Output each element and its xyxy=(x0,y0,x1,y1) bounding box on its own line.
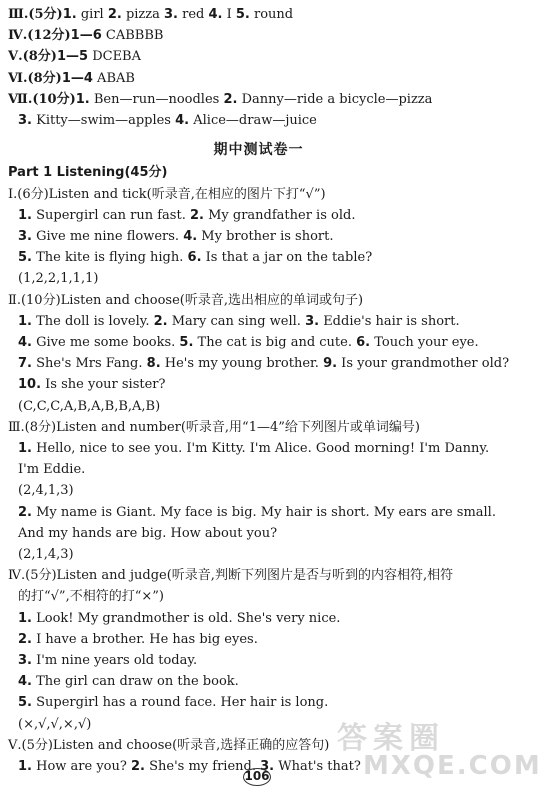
item-number: 2. xyxy=(189,208,204,223)
section-heading: Ⅱ.(10分)Listen and choose(听录音,选出相应的单词或句子) xyxy=(8,293,364,308)
item-number: 6. xyxy=(356,335,371,350)
section-line xyxy=(18,249,372,267)
answer-row-label: Ⅲ.(5分) xyxy=(8,7,63,22)
item-number: 3. xyxy=(18,653,32,668)
section-line xyxy=(18,228,334,246)
item-number: 3. xyxy=(18,229,32,244)
item-text: ABAB xyxy=(92,71,135,86)
item-text: Is that a jar on the table? xyxy=(201,250,373,265)
section-line xyxy=(18,525,277,543)
item-text: He's my young brother. xyxy=(160,356,324,371)
item-number: 1. xyxy=(18,208,32,223)
section-line xyxy=(18,461,85,479)
section-heading: Ⅳ.(5分)Listen and judge(听录音,判断下列图片是否与听到的内容相符,相符 xyxy=(8,568,454,583)
section-line xyxy=(18,440,489,458)
item-number: 1. xyxy=(18,759,32,774)
item-text: (C,C,C,A,B,A,B,B,A,B) xyxy=(18,399,161,414)
answer-row xyxy=(8,91,432,109)
item-text: Give me some books. xyxy=(31,335,180,350)
section-line xyxy=(18,270,98,288)
item-text: CABBBB xyxy=(101,28,164,43)
item-number: 1. xyxy=(62,7,77,22)
section-line xyxy=(18,376,165,394)
item-text: Kitty—swim—apples xyxy=(31,113,176,128)
answer-row-label: Ⅴ.(8分) xyxy=(8,49,57,64)
exam-title: 期中测试卷一 xyxy=(213,142,304,158)
item-text: The cat is big and cute. xyxy=(193,335,357,350)
section-line xyxy=(18,546,74,564)
item-text: How are you? xyxy=(31,759,131,774)
section-line xyxy=(18,716,91,734)
item-text: DCEBA xyxy=(88,49,141,64)
item-number: 9. xyxy=(323,356,338,371)
item-text: I xyxy=(222,7,236,22)
item-text: (2,4,1,3) xyxy=(18,483,74,498)
watermark-logo xyxy=(337,713,542,783)
item-number: 8. xyxy=(146,356,161,371)
item-number: 3. xyxy=(18,113,32,128)
item-number: 1—4 xyxy=(61,71,93,86)
item-number: 1. xyxy=(18,314,32,329)
item-text: Danny—ride a bicycle—pizza xyxy=(237,92,433,107)
section-line xyxy=(18,631,258,649)
item-text: My name is Giant. My face is big. My hair is short. My ears are small. xyxy=(31,505,496,520)
item-number: 5. xyxy=(235,7,250,22)
part-title: Part 1 Listening(45分) xyxy=(8,165,168,180)
page-number xyxy=(240,768,274,786)
item-number: 2. xyxy=(130,759,145,774)
section-line xyxy=(18,313,460,331)
item-number: 7. xyxy=(18,356,32,371)
item-number: 2. xyxy=(223,92,238,107)
item-text: The girl can draw on the book. xyxy=(31,674,239,689)
section-line xyxy=(18,482,74,500)
item-text: Mary can sing well. xyxy=(167,314,306,329)
item-text: pizza xyxy=(121,7,165,22)
item-text: Touch your eye. xyxy=(370,335,479,350)
watermark-en: MXQE.COM xyxy=(363,751,542,781)
item-number: 1. xyxy=(18,441,32,456)
section-line xyxy=(18,694,328,712)
section-line xyxy=(18,652,197,670)
answer-row xyxy=(8,6,293,24)
item-text: She's Mrs Fang. xyxy=(31,356,147,371)
item-text: 的打“√”,不相符的打“×”) xyxy=(18,589,164,604)
item-text: She's my friend. xyxy=(144,759,261,774)
section-line xyxy=(18,207,355,225)
section-line xyxy=(18,588,164,606)
item-number: 4. xyxy=(18,674,32,689)
item-text: The doll is lovely. xyxy=(31,314,154,329)
item-text: Is she your sister? xyxy=(41,377,166,392)
page-number-text: 106 xyxy=(244,769,270,783)
item-number: 6. xyxy=(187,250,202,265)
item-text: My brother is short. xyxy=(197,229,334,244)
answer-row xyxy=(8,48,141,66)
section-line xyxy=(18,673,239,691)
item-text: What's that? xyxy=(274,759,361,774)
item-number: 1. xyxy=(18,611,32,626)
section-line xyxy=(18,610,340,628)
item-number: 3. xyxy=(305,314,320,329)
answer-row xyxy=(18,112,317,130)
item-text: Supergirl has a round face. Her hair is long. xyxy=(31,695,329,710)
item-number: 3. xyxy=(260,759,275,774)
item-number: 2. xyxy=(18,505,32,520)
answer-row-label: Ⅳ.(12分) xyxy=(8,28,71,43)
item-number: 2. xyxy=(18,632,32,647)
item-text: red xyxy=(178,7,209,22)
item-number: 2. xyxy=(107,7,122,22)
item-number: 5. xyxy=(179,335,194,350)
answer-row-label: Ⅶ.(10分) xyxy=(8,92,76,107)
item-text: round xyxy=(249,7,294,22)
item-text: I'm Eddie. xyxy=(18,462,86,477)
section-heading: Ⅲ.(8分)Listen and number(听录音,用“1—4”给下列图片或单词编号) xyxy=(8,420,420,435)
section-line xyxy=(18,355,509,373)
item-text: Eddie's hair is short. xyxy=(319,314,460,329)
item-text: And my hands are big. How about you? xyxy=(18,526,278,541)
item-text: (2,1,4,3) xyxy=(18,547,74,562)
answer-row xyxy=(8,70,135,88)
section-line xyxy=(18,334,479,352)
item-text: I have a brother. He has big eyes. xyxy=(31,632,258,647)
item-text: Is your grandmother old? xyxy=(337,356,510,371)
item-number: 1—6 xyxy=(70,28,102,43)
section-line xyxy=(18,398,160,416)
item-number: 4. xyxy=(175,113,190,128)
item-text: (×,√,√,×,√) xyxy=(18,717,92,732)
item-text: Look! My grandmother is old. She's very nice. xyxy=(31,611,341,626)
watermark-cn: 答案圈 xyxy=(337,721,445,756)
section-line xyxy=(18,758,361,776)
item-number: 4. xyxy=(183,229,198,244)
item-text: Alice—draw—juice xyxy=(189,113,317,128)
item-number: 10. xyxy=(18,377,42,392)
item-number: 4. xyxy=(208,7,223,22)
item-text: My grandfather is old. xyxy=(203,208,356,223)
answer-row xyxy=(8,27,163,45)
item-text: The kite is flying high. xyxy=(31,250,188,265)
item-text: I'm nine years old today. xyxy=(31,653,198,668)
item-text: Ben—run—noodles xyxy=(89,92,224,107)
item-number: 5. xyxy=(18,695,32,710)
section-line xyxy=(18,504,496,522)
item-text: (1,2,2,1,1,1) xyxy=(18,271,99,286)
item-number: 3. xyxy=(164,7,178,22)
section-heading: Ⅴ.(5分)Listen and choose(听录音,选择正确的应答句) xyxy=(8,738,330,753)
section-heading: Ⅰ.(6分)Listen and tick(听录音,在相应的图片下打“√”) xyxy=(8,187,326,202)
item-number: 5. xyxy=(18,250,32,265)
item-number: 4. xyxy=(18,335,32,350)
item-number: 1—5 xyxy=(56,49,89,64)
item-text: Give me nine flowers. xyxy=(31,229,184,244)
item-text: Hello, nice to see you. I'm Kitty. I'm Alice. Good morning! I'm Danny. xyxy=(31,441,490,456)
item-number: 1. xyxy=(75,92,90,107)
item-text: girl xyxy=(76,7,108,22)
item-number: 2. xyxy=(153,314,168,329)
answer-row-label: Ⅵ.(8分) xyxy=(8,71,62,86)
item-text: Supergirl can run fast. xyxy=(31,208,190,223)
